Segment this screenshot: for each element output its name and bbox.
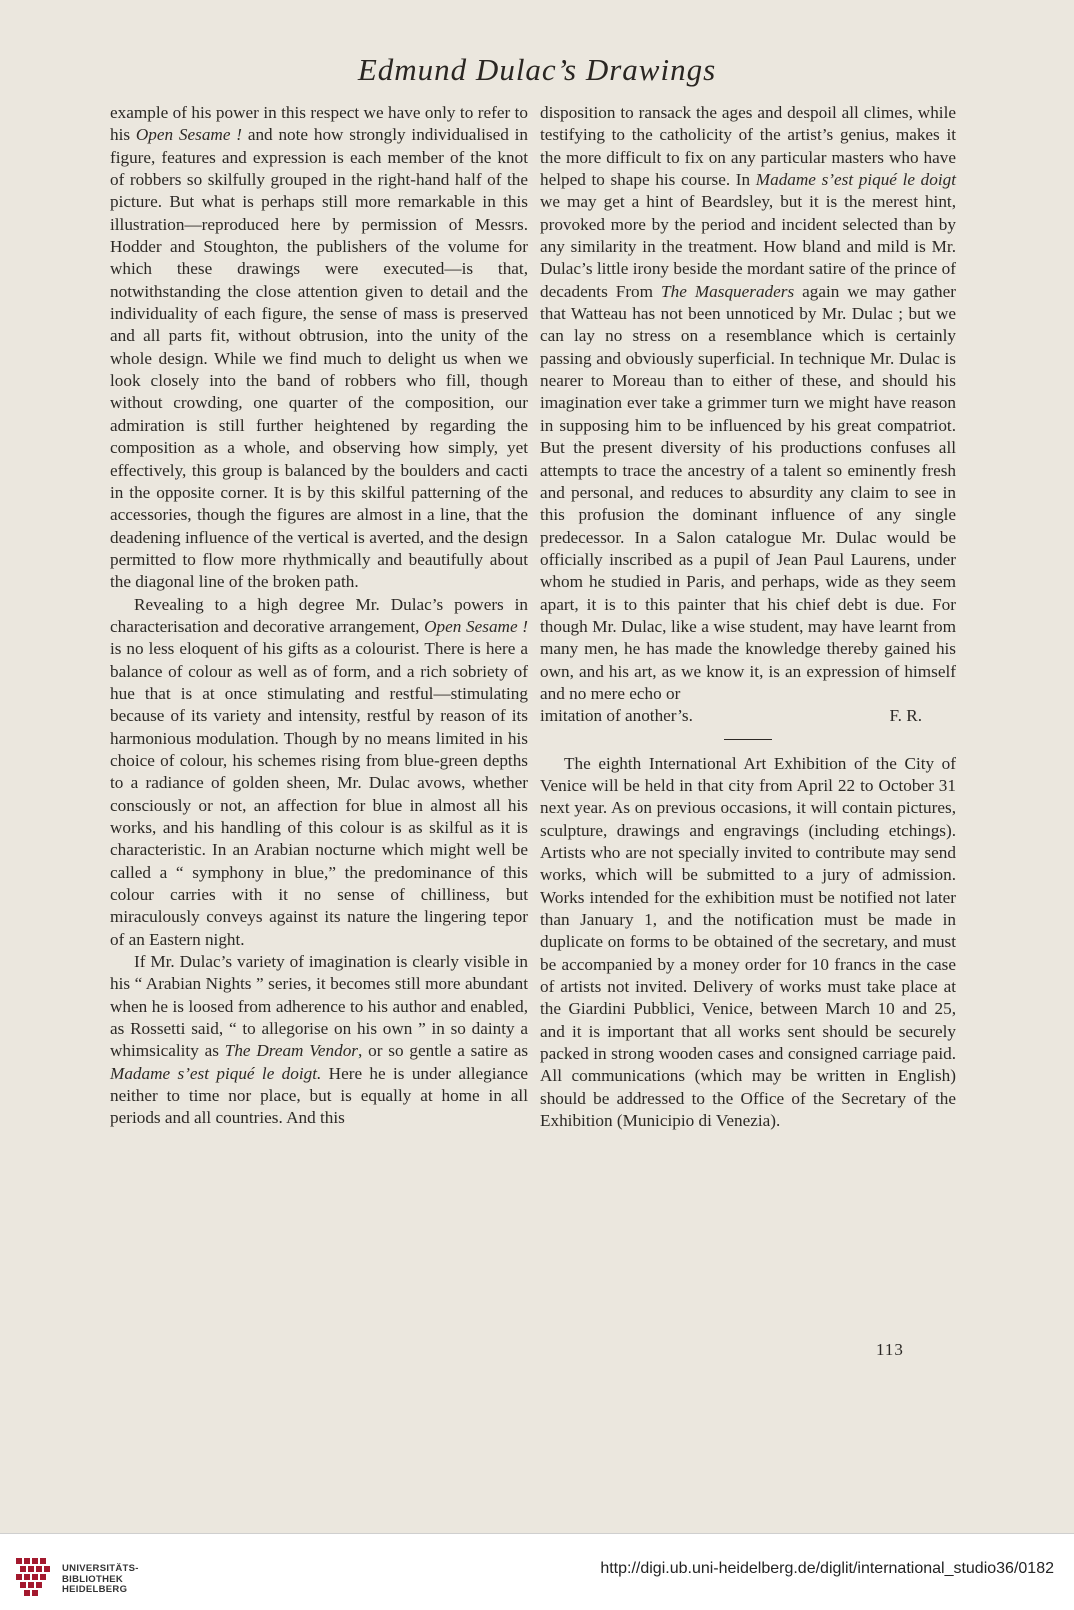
text-run: example of his power in this respect we have only to refer to his — [110, 103, 528, 145]
paragraph — [110, 102, 528, 594]
text-run: If Mr. Dulac’s variety of imagination is clearly visible in his “ Arabian Nights ” series, it becomes still more abundant when he is loosed from adherence to his author and enabled, as Rossetti said, “ to allegorise on his own ” in so dainty a whimsicality as — [110, 952, 528, 1061]
page-number: 113 — [876, 1340, 904, 1359]
paragraph — [110, 951, 528, 1130]
library-line: HEIDELBERG — [62, 1584, 128, 1595]
italic-title: The Dream Vendor — [224, 1041, 358, 1061]
left-column — [110, 102, 528, 1130]
library-name — [62, 1564, 139, 1596]
text-run: disposition to ransack the ages and despoil all climes, while testifying to the catholicity of the artist’s genius, makes it the more difficult to fix on any particular masters who have helped to shape his course. In — [540, 103, 956, 190]
italic-title: Open Sesame ! — [135, 125, 243, 145]
source-url-link[interactable]: http://digi.ub.uni-heidelberg.de/diglit/international_studio36/0182 — [600, 1560, 1054, 1577]
italic-title: Madame s’est piqué le doigt. — [110, 1063, 322, 1083]
italic-title: Open Sesame ! — [424, 616, 528, 636]
italic-title: Madame s’est piqué le doigt — [755, 170, 956, 190]
library-line: UNIVERSITÄTS- — [62, 1563, 139, 1574]
text-run: Revealing to a high degree Mr. Dulac’s powers in characterisation and decorative arrangement, — [110, 594, 528, 636]
right-column — [540, 102, 956, 1132]
library-line: BIBLIOTHEK — [62, 1573, 124, 1585]
author-initials: F. R. — [889, 706, 922, 726]
paragraph — [540, 102, 956, 705]
signature-line — [540, 705, 956, 727]
footer-bar — [0, 1533, 1074, 1610]
italic-title: The Masqueraders — [661, 281, 795, 301]
text-run: is no less eloquent of his gifts as a colourist. There is here a balance of colour as well as of form, and a rich sobriety of hue that is at once stimulating and restful—stimulating because of its variety and intensity, restful by reason of its harmonious modulation. Though by no means limited in his choice of colour, his schemes rising from blue-green depths to a radiance of golden sheen, Mr. Dulac avows, whether consciously or not, an affection for blue in almost all his works, and his handling of this colour is as skilful as it is characteristic. In an Arabian nocturne which might well be called a “ symphony in blue,” the predominance of this colour carries with it no sense of chilliness, but miraculously conveys against its nature the lingering tepor of an Eastern night. — [110, 639, 528, 949]
text-run: again we may gather that Watteau has not been unnoticed by Mr. Dulac ; but we can lay no stress on a resemblance which is certainly passing and obviously superficial. In technique Mr. Dulac is nearer to Moreau than to either of these, and should his imagination ever take a grimmer turn we might have reason in supposing him to be influenced by his great compatriot. But the present diversity of his productions confuses all attempts to trace the ancestry of a talent so eminently fresh and personal, and reduces to absurdity any claim to see in this profusion the dominant influence of any single predecessor. In a Salon catalogue Mr. Dulac would be officially inscribed as a pupil of Jean Paul Laurens, under whom he studied in Paris, and perhaps, wide as they seem apart, it is to this painter that his chief debt is due. For though Mr. Dulac, like a wise student, may have learnt from many men, he has made the knowledge thereby gained his own, and his art, as we know it, is an expression of himself and no mere echo or — [540, 281, 956, 703]
university-seal-icon — [16, 1558, 56, 1598]
paragraph: The eighth International Art Exhibition of the City of Venice will be held in that city from April 22 to October 31 next year. As on previous occasions, it will contain pictures, sculpture, drawings and engravings (including etchings). Artists who are not specially invited to contribute may send works, which will be submitted to a jury of admission. Works intended for the exhibition must be notified not later than January 1, and the notification must be made in duplicate on forms to be obtained of the secretary, and must be accompanied by a money order for 10 francs in the case of artists not invited. Delivery of works must take place at the Giardini Pubblici, Venice, between March 10 and 25, and it is important that all works sent should be securely packed in strong wooden cases and consigned carriage paid. All communications (which may be written in English) should be addressed to the Office of the Secretary of the Exhibition (Municipio di Venezia). — [540, 753, 956, 1131]
text-run: , or so gentle a satire as — [358, 1041, 529, 1061]
text-run: and note how strongly individualised in figure, features and expression is each member of the knot of robbers so skilfully grouped in the right-hand half of the picture. But what is perhaps still more remarkable in this illustration—reproduced here by permission of Messrs. Hodder and Stoughton, the publishers of the volume for which these drawings were executed—is that, notwithstanding the close attention given to detail and the individuality of each figure, the sense of mass is preserved and all parts fit, without obtrusion, into the unity of the whole design. While we find much to delight us when we look closely into the band of robbers who fill, though without crowding, one quarter of the composition, our admiration is still further heightened by regarding the composition as a whole, and observing how simply, yet effectively, this group is balanced by the boulders and cacti in the opposite corner. It is by this skilful patterning of the accessories, though the figures are almost in a line, that the deadening influence of the vertical is averted, and the design permitted to flow more rhythmically and beautifully about the diagonal line of the broken path. — [110, 125, 528, 592]
paragraph — [110, 594, 528, 952]
section-divider — [724, 739, 772, 740]
text-run: imitation of another’s. — [540, 706, 693, 726]
running-title: Edmund Dulac’s Drawings — [357, 52, 717, 87]
text-run: Here he is under allegiance neither to time nor place, but is equally at home in all periods and all countries. And this — [110, 1063, 528, 1128]
text-run: we may get a hint of Beardsley, but it is the merest hint, provoked more by the period and incident selected than by any similarity in the treatment. How bland and mild is Mr. Dulac’s little irony beside the mordant satire of the prince of decadents From — [540, 192, 956, 301]
